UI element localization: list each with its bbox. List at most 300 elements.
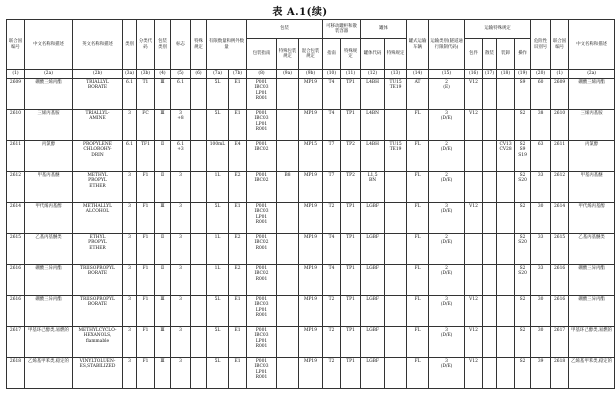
table-body <box>7 79 615 389</box>
header-cn-name-2: 中文名称和描述 <box>569 20 615 70</box>
cell-c7b: E2 <box>229 172 247 203</box>
cell-c13 <box>385 358 407 389</box>
cell-cn: 三烯丙基胺 <box>25 110 73 141</box>
table-row <box>7 358 615 389</box>
cell-c13 <box>385 203 407 234</box>
cell-c14: FL <box>407 141 429 172</box>
column-number: (18) <box>497 70 515 79</box>
cell-un: 2615 <box>7 234 25 265</box>
table-row <box>7 234 615 265</box>
cell-cn2: 乙基丙基醚类 <box>569 234 615 265</box>
cell-c17 <box>483 358 497 389</box>
cell-en: TRIISOPROPYL BORATE <box>73 296 123 327</box>
cell-c15: 2 (D/E) <box>429 265 465 296</box>
dangerous-goods-table <box>6 19 615 389</box>
cell-c14: FL <box>407 234 429 265</box>
cell-c18 <box>497 358 515 389</box>
cell-c10: T2 <box>323 296 341 327</box>
header-tank: 罐体 <box>361 20 407 39</box>
cell-c4: Ⅱ <box>155 234 171 265</box>
cell-cn: 乙烯基甲苯类,稳定的 <box>25 358 73 389</box>
cell-c16: V12 <box>465 327 483 358</box>
cell-c4: Ⅲ <box>155 327 171 358</box>
header-un-no-2: 联合国编号 <box>551 20 569 70</box>
cell-c15: 3 (D/E) <box>429 203 465 234</box>
column-number-row <box>7 70 615 79</box>
cell-c18 <box>497 79 515 110</box>
cell-c9b: MP19 <box>299 327 323 358</box>
cell-c7a: 5L <box>207 358 229 389</box>
cell-c16 <box>465 265 483 296</box>
cell-c8: P001 IBC03 LP01 R001 <box>247 358 277 389</box>
header-tank-special: 特殊规定 <box>385 39 407 70</box>
table-row <box>7 203 615 234</box>
cell-c5: 3 <box>171 327 191 358</box>
cell-un: 2612 <box>7 172 25 203</box>
cell-c7a: 5L <box>207 203 229 234</box>
header-mixed-pack: 混合包装规定 <box>299 39 323 70</box>
cell-c16 <box>465 234 483 265</box>
cell-c4: Ⅲ <box>155 79 171 110</box>
table-row <box>7 172 615 203</box>
header-portable-tank: 可移动罐柜和散装容器 <box>323 20 361 39</box>
cell-c10: T2 <box>323 358 341 389</box>
header-operation: 操作 <box>515 39 531 70</box>
column-number: (2a) <box>25 70 73 79</box>
cell-un: 2611 <box>7 141 25 172</box>
cell-c7a: 100mL <box>207 141 229 172</box>
cell-c18 <box>497 203 515 234</box>
cell-c20: 63 <box>531 141 551 172</box>
cell-c13: TU15 TE19 <box>385 141 407 172</box>
column-number: (5) <box>171 70 191 79</box>
cell-c20: 60 <box>531 79 551 110</box>
cell-c8: P001 IBC03 LP01 R001 <box>247 296 277 327</box>
cell-c4: Ⅱ <box>155 141 171 172</box>
cell-c6 <box>191 296 207 327</box>
cell-c19: S9 <box>515 79 531 110</box>
cell-en: ETHYL PROPYL ETHER <box>73 234 123 265</box>
cell-c19: S2 <box>515 296 531 327</box>
cell-c6 <box>191 141 207 172</box>
cell-cn: 乙基丙基醚类 <box>25 234 73 265</box>
cell-c3b: F1 <box>137 172 155 203</box>
header-pack-special: 特殊包装规定 <box>277 39 299 70</box>
column-number: (7a) <box>207 70 229 79</box>
cell-c9a <box>277 141 299 172</box>
cell-c18 <box>497 172 515 203</box>
header-bulk: 包件 <box>465 39 483 70</box>
cell-c5: 3 <box>171 172 191 203</box>
cell-c9b: MP19 <box>299 358 323 389</box>
cell-un2: 2617 <box>551 327 569 358</box>
cell-cn: 硼酸三异丙酯 <box>25 265 73 296</box>
cell-c11: TP1 <box>341 234 361 265</box>
cell-c3b: F1 <box>137 296 155 327</box>
cell-c10: T4 <box>323 265 341 296</box>
header-un-no: 联合国编号 <box>7 20 25 70</box>
cell-c15: 3 (D/E) <box>429 296 465 327</box>
cell-c3b: FC <box>137 110 155 141</box>
cell-c12: L4BN <box>361 110 385 141</box>
cell-c9a <box>277 79 299 110</box>
cell-un: 2617 <box>7 327 25 358</box>
header-class-code: 分类代码 <box>137 20 155 70</box>
cell-c18 <box>497 234 515 265</box>
cell-cn2: 甲基丙基醚 <box>569 172 615 203</box>
cell-cn: 丙氯醇 <box>25 141 73 172</box>
cell-c20: 33 <box>531 265 551 296</box>
cell-c11: TP1 <box>341 327 361 358</box>
cell-en: METHYL PROPYL ETHER <box>73 172 123 203</box>
cell-c7b: E1 <box>229 327 247 358</box>
header-cn-name: 中文名称和描述 <box>25 20 73 70</box>
cell-c6 <box>191 234 207 265</box>
column-number: (2b) <box>73 70 123 79</box>
cell-c15: 3 (D/E) <box>429 327 465 358</box>
cell-c18: CV13 CV28 <box>497 141 515 172</box>
cell-c18 <box>497 296 515 327</box>
cell-c9b: MP19 <box>299 234 323 265</box>
column-number: (9b) <box>299 70 323 79</box>
cell-c7b: E1 <box>229 79 247 110</box>
cell-c15: 2 (E) <box>429 79 465 110</box>
cell-en: TRIALLYL BORATE <box>73 79 123 110</box>
cell-c7b: E1 <box>229 110 247 141</box>
cell-c9b: MP19 <box>299 265 323 296</box>
cell-c12: LGBF <box>361 296 385 327</box>
cell-c7b: E4 <box>229 141 247 172</box>
cell-c7b: E1 <box>229 358 247 389</box>
cell-c13 <box>385 265 407 296</box>
cell-c9a: B8 <box>277 172 299 203</box>
cell-c14: FL <box>407 172 429 203</box>
column-number: (14) <box>407 70 429 79</box>
header-pt-instr: 指南 <box>323 39 341 70</box>
cell-c3a: 3 <box>123 327 137 358</box>
cell-c10: T4 <box>323 79 341 110</box>
column-number: (12) <box>361 70 385 79</box>
cell-c8: P001 IBC02 R001 <box>247 234 277 265</box>
cell-c7a: 1L <box>207 172 229 203</box>
cell-c20: 33 <box>531 234 551 265</box>
cell-c15: 3 (D/E) <box>429 110 465 141</box>
cell-c19: S2 <box>515 110 531 141</box>
cell-c19: S2 S20 <box>515 234 531 265</box>
cell-c19: S2 S20 <box>515 265 531 296</box>
cell-c11: TP1 <box>341 358 361 389</box>
cell-c17 <box>483 110 497 141</box>
cell-c3a: 3 <box>123 265 137 296</box>
cell-c17 <box>483 327 497 358</box>
cell-c11: TP1 <box>341 79 361 110</box>
cell-c9b: MP15 <box>299 141 323 172</box>
column-number: (1) <box>7 70 25 79</box>
cell-c9b: MP19 <box>299 203 323 234</box>
cell-c5: 3 <box>171 265 191 296</box>
cell-un: 2609 <box>7 79 25 110</box>
cell-un: 2614 <box>7 203 25 234</box>
cell-c19: S2 <box>515 203 531 234</box>
cell-c11: TP1 <box>341 265 361 296</box>
cell-c16: V12 <box>465 296 483 327</box>
cell-cn: 硼酸三烯丙酯 <box>25 79 73 110</box>
cell-c3b: F1 <box>137 265 155 296</box>
cell-c8: P001 IBC03 LP01 R001 <box>247 79 277 110</box>
cell-c14: FL <box>407 203 429 234</box>
column-number: (11) <box>341 70 361 79</box>
cell-c3b: TF1 <box>137 141 155 172</box>
cell-un: 2618 <box>7 358 25 389</box>
cell-un2: 2615 <box>551 234 569 265</box>
cell-c12: L4BH <box>361 79 385 110</box>
cell-c7b: E1 <box>229 296 247 327</box>
cell-c3b: T1 <box>137 79 155 110</box>
cell-c13 <box>385 296 407 327</box>
cell-c14: FL <box>407 265 429 296</box>
cell-c9b: MP19 <box>299 79 323 110</box>
cell-c16 <box>465 141 483 172</box>
cell-c7b: E2 <box>229 265 247 296</box>
cell-c3a: 3 <box>123 234 137 265</box>
cell-c9b: MP19 <box>299 296 323 327</box>
header-pack-group: 包装类别 <box>155 20 171 70</box>
cell-c17 <box>483 141 497 172</box>
cell-c9b: MP19 <box>299 172 323 203</box>
cell-un2: 2614 <box>551 203 569 234</box>
table-row <box>7 141 615 172</box>
cell-c8: P001 IBC03 LP01 R001 <box>247 110 277 141</box>
cell-cn2: 甲代烯丙基醇 <box>569 203 615 234</box>
table-row <box>7 110 615 141</box>
cell-un2: 2612 <box>551 172 569 203</box>
cell-c18 <box>497 327 515 358</box>
cell-c14: FL <box>407 110 429 141</box>
cell-c8: P001 IBC02 <box>247 172 277 203</box>
header-limited-qty: 有限数量和例外数量 <box>207 20 247 70</box>
header-vehicle: 罐式运输车辆 <box>407 20 429 70</box>
table-row <box>7 327 615 358</box>
header-transport-special: 运输特殊规定 <box>465 20 531 39</box>
cell-c11: TP2 <box>341 172 361 203</box>
cell-c5: 3 <box>171 234 191 265</box>
column-number: (4) <box>155 70 171 79</box>
cell-c17 <box>483 79 497 110</box>
cell-c19: S2 S20 <box>515 172 531 203</box>
cell-c20: 30 <box>531 296 551 327</box>
cell-c6 <box>191 172 207 203</box>
cell-c10: T4 <box>323 110 341 141</box>
cell-c13 <box>385 172 407 203</box>
cell-c11: TP1 <box>341 296 361 327</box>
cell-c8: P001 IBC03 LP01 R001 <box>247 203 277 234</box>
cell-c10: T7 <box>323 172 341 203</box>
column-number: (6) <box>191 70 207 79</box>
cell-c6 <box>191 203 207 234</box>
cell-c13 <box>385 110 407 141</box>
cell-c4: Ⅲ <box>155 203 171 234</box>
cell-c10: T2 <box>323 203 341 234</box>
cell-c12: LGBF <box>361 234 385 265</box>
cell-c9a <box>277 110 299 141</box>
cell-c17 <box>483 296 497 327</box>
cell-en: METHALLYL ALCOHOL <box>73 203 123 234</box>
column-number: (20) <box>531 70 551 79</box>
cell-c5: 6.1 +3 <box>171 141 191 172</box>
header-pt-special: 特殊规定 <box>341 39 361 70</box>
cell-c20: 30 <box>531 327 551 358</box>
cell-cn2: 三烯丙基胺 <box>569 110 615 141</box>
cell-un: 2616 <box>7 296 25 327</box>
header-loading: 装卸 <box>497 39 515 70</box>
column-number: (15) <box>429 70 465 79</box>
table-row <box>7 79 615 110</box>
column-number: (16) <box>465 70 483 79</box>
cell-c13: TU15 TE19 <box>385 79 407 110</box>
cell-c12: LGBF <box>361 327 385 358</box>
cell-c7a: 1L <box>207 265 229 296</box>
cell-c8: P001 IBC03 LP01 R001 <box>247 327 277 358</box>
header-en-name: 英文名称和描述 <box>73 20 123 70</box>
cell-c3a: 3 <box>123 110 137 141</box>
cell-un2: 2616 <box>551 265 569 296</box>
cell-c5: 6.1 <box>171 79 191 110</box>
cell-c7a: 5L <box>207 327 229 358</box>
cell-c20: 39 <box>531 358 551 389</box>
cell-c13 <box>385 327 407 358</box>
table-row <box>7 296 615 327</box>
cell-c10: T7 <box>323 141 341 172</box>
header-transport-cat: 运输类别(隧道通行限制代码) <box>429 20 465 70</box>
cell-c6 <box>191 79 207 110</box>
cell-c3a: 3 <box>123 172 137 203</box>
column-number: (3a) <box>123 70 137 79</box>
cell-c4: Ⅱ <box>155 172 171 203</box>
cell-cn2: 硼酸三烯丙酯 <box>569 79 615 110</box>
cell-c15: 2 (D/E) <box>429 234 465 265</box>
cell-c5: 3 <box>171 296 191 327</box>
cell-c7a: 5L <box>207 296 229 327</box>
cell-c16: V12 <box>465 79 483 110</box>
column-number: (9a) <box>277 70 299 79</box>
cell-c17 <box>483 203 497 234</box>
cell-c9a <box>277 358 299 389</box>
header-row-1 <box>7 20 615 39</box>
cell-c18 <box>497 265 515 296</box>
column-number: (3b) <box>137 70 155 79</box>
cell-c3a: 3 <box>123 358 137 389</box>
cell-c3b: F1 <box>137 358 155 389</box>
cell-c3a: 6.1 <box>123 141 137 172</box>
cell-cn2: 硼酸三异丙酯 <box>569 296 615 327</box>
column-number: (19) <box>515 70 531 79</box>
cell-cn2: 甲基环己醇类,易燃的 <box>569 327 615 358</box>
cell-c15: 2 (D/E) <box>429 172 465 203</box>
cell-c19: S2 S9 S19 <box>515 141 531 172</box>
cell-cn: 甲基环己醇类,易燃的 <box>25 327 73 358</box>
cell-c12: L1,5 BN <box>361 172 385 203</box>
cell-c18 <box>497 110 515 141</box>
cell-un: 2616 <box>7 265 25 296</box>
header-tank-code: 罐体代码 <box>361 39 385 70</box>
cell-c9a <box>277 234 299 265</box>
cell-c5: 3 <box>171 358 191 389</box>
cell-un2: 2616 <box>551 296 569 327</box>
cell-c10: T2 <box>323 327 341 358</box>
cell-c3a: 3 <box>123 296 137 327</box>
cell-c17 <box>483 172 497 203</box>
cell-c14: FL <box>407 327 429 358</box>
header-label: 标志 <box>171 20 191 70</box>
page-title: 表 A.1(续) <box>272 7 328 18</box>
cell-un2: 2609 <box>551 79 569 110</box>
cell-c5: 3 <box>171 203 191 234</box>
cell-c4: Ⅲ <box>155 296 171 327</box>
cell-c14: FL <box>407 358 429 389</box>
cell-c15: 3 (D/E) <box>429 358 465 389</box>
header-special-prov: 特殊规定 <box>191 20 207 70</box>
cell-c5: 3 +8 <box>171 110 191 141</box>
cell-c9a <box>277 265 299 296</box>
cell-cn2: 丙氯醇 <box>569 141 615 172</box>
cell-c14: FL <box>407 296 429 327</box>
column-number: (17) <box>483 70 497 79</box>
cell-en: TRIISOPROPYL BORATE <box>73 265 123 296</box>
cell-c3a: 6.1 <box>123 79 137 110</box>
cell-c9b: MP19 <box>299 110 323 141</box>
column-number: (8) <box>247 70 277 79</box>
cell-c17 <box>483 265 497 296</box>
cell-c3b: F1 <box>137 234 155 265</box>
cell-c11: TP1 <box>341 203 361 234</box>
column-number: (13) <box>385 70 407 79</box>
cell-c15: 2 (D/E) <box>429 141 465 172</box>
header-packaging: 包装 <box>247 20 323 39</box>
cell-cn: 甲代烯丙基醇 <box>25 203 73 234</box>
cell-c9a <box>277 203 299 234</box>
cell-un2: 2618 <box>551 358 569 389</box>
cell-c17 <box>483 234 497 265</box>
column-number: (10) <box>323 70 341 79</box>
cell-un2: 2611 <box>551 141 569 172</box>
cell-c7a: 5L <box>207 79 229 110</box>
cell-cn2: 乙烯基甲苯类,稳定的 <box>569 358 615 389</box>
header-hazard-id: 危险性识别号 <box>531 20 551 70</box>
cell-c20: 38 <box>531 110 551 141</box>
cell-c16: V12 <box>465 110 483 141</box>
cell-en: PROPYLENE CHLOROHY- DRIN <box>73 141 123 172</box>
cell-c12: L4BH <box>361 141 385 172</box>
cell-c12: LGBF <box>361 265 385 296</box>
cell-c3b: F1 <box>137 203 155 234</box>
cell-c3a: 3 <box>123 203 137 234</box>
cell-en: METHYLCYCLO- HEXANOLS, flammable <box>73 327 123 358</box>
cell-c4: Ⅲ <box>155 358 171 389</box>
cell-cn: 硼酸三异丙酯 <box>25 296 73 327</box>
cell-c4: Ⅲ <box>155 110 171 141</box>
cell-un: 2610 <box>7 110 25 141</box>
cell-c3b: F1 <box>137 327 155 358</box>
cell-cn: 甲基丙基醚 <box>25 172 73 203</box>
cell-c6 <box>191 327 207 358</box>
header-pack-instr: 包装指南 <box>247 39 277 70</box>
cell-c20: 30 <box>531 203 551 234</box>
cell-c12: LGBF <box>361 203 385 234</box>
cell-c19: S2 <box>515 358 531 389</box>
cell-c7a: 1L <box>207 234 229 265</box>
column-number: (7b) <box>229 70 247 79</box>
cell-c6 <box>191 265 207 296</box>
